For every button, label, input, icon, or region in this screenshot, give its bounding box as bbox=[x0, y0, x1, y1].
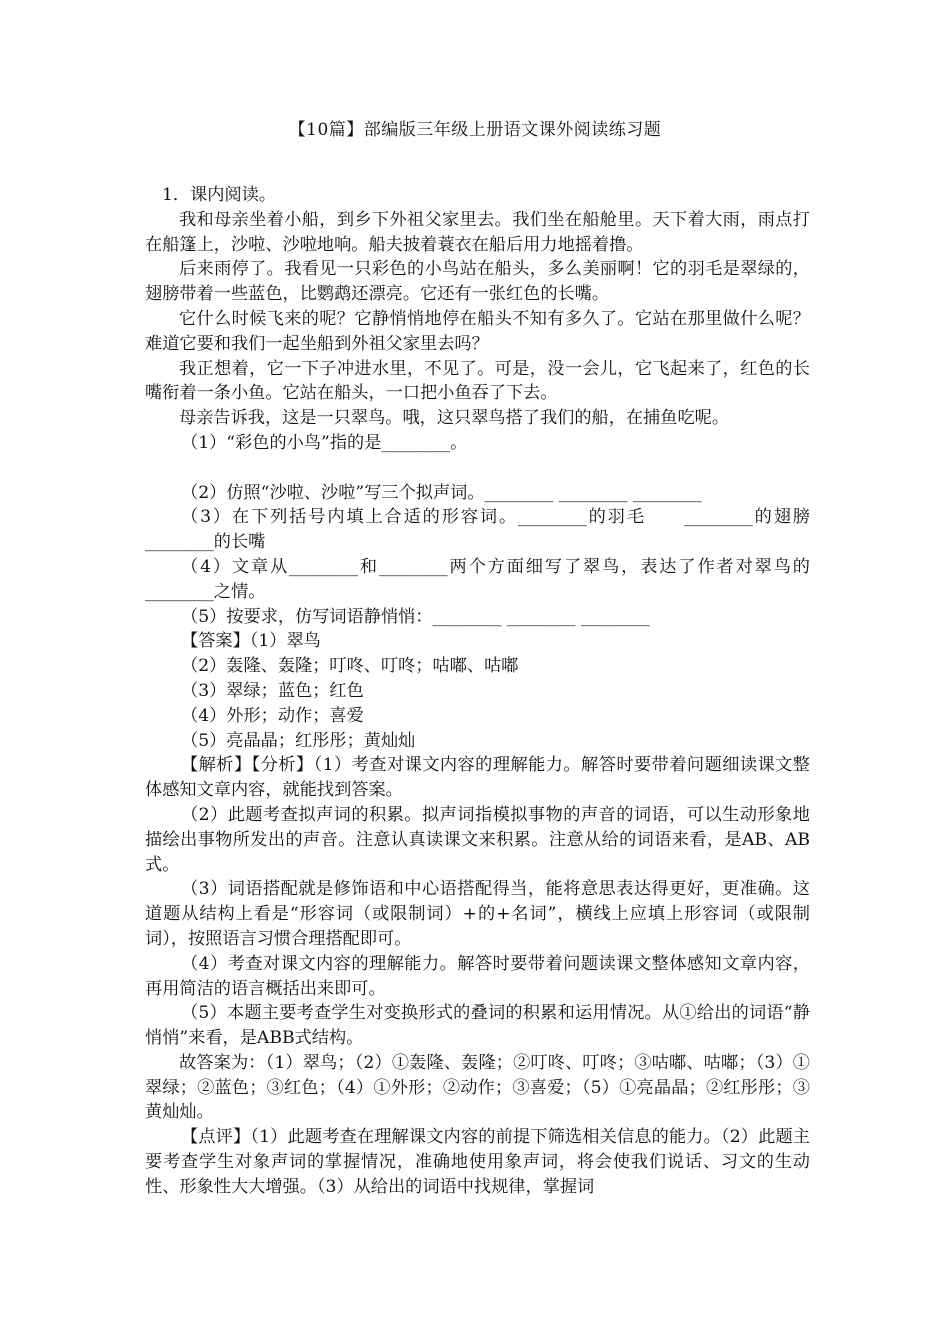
paragraph: （2）仿照“沙啦、沙啦”写三个拟声词。________ ________ ________ bbox=[181, 482, 702, 503]
paragraph: （2）轰隆、轰隆；叮咚、叮咚；咕嘟、咕嘟 bbox=[181, 656, 519, 677]
paragraph: 母亲告诉我，这是一只翠鸟。哦，这只翠鸟搭了我们的船，在捕鱼吃呢。 bbox=[179, 408, 730, 429]
paragraph: 【点评】（1）此题考查在理解课文内容的前提下筛选相关信息的能力。（2）此题主要考查学生对象声词的掌握情况，准确地使用象声词，将会使我们说话、习文的生动性、形象性大大增强。（3）从给出的词语中找规律，掌握词 bbox=[145, 1127, 810, 1197]
paragraph: （3）翠绿；蓝色；红色 bbox=[181, 680, 364, 701]
paragraph: （4）文章从________和________两个方面细写了翠鸟，表达了作者对翠鸟的________之情。 bbox=[145, 556, 810, 602]
paragraph: 1．课内阅读。 bbox=[162, 185, 277, 205]
paragraph: 后来雨停了。我看见一只彩色的小鸟站在船头，多么美丽啊！它的羽毛是翠绿的，翅膀带着一些蓝色，比鹦鹉还漂亮。它还有一张红色的长嘴。 bbox=[145, 259, 810, 305]
paragraph: 我正想着，它一下子冲进水里，不见了。可是，没一会儿，它飞起来了，红色的长嘴衔着一条小鱼。它站在船头，一口把小鱼吞了下去。 bbox=[145, 358, 810, 404]
paragraph: （5）按要求，仿写词语静悄悄：________ ________ ________ bbox=[181, 606, 650, 627]
paragraph: （5）本题主要考查学生对变换形式的叠词的积累和运用情况。从①给出的词语“静悄悄”来看，是ABB式结构。 bbox=[145, 1003, 810, 1049]
blank-line bbox=[145, 456, 810, 481]
paragraph: （3）在下列括号内填上合适的形容词。________的羽毛 ________的翅膀 ________的长嘴 bbox=[145, 507, 845, 553]
paragraph: （4）外形；动作；喜爱 bbox=[181, 705, 364, 726]
paragraph: 我和母亲坐着小船，到乡下外祖父家里去。我们坐在船舱里。天下着大雨，雨点打在船篷上，沙啦、沙啦地响。船夫披着蓑衣在船后用力地摇着撸。 bbox=[145, 209, 810, 255]
document-title: 【10篇】部编版三年级上册语文课外阅读练习题 bbox=[288, 120, 662, 140]
paragraph: 故答案为：（1）翠鸟；（2）①轰隆、轰隆；②叮咚、叮咚；③咕嘟、咕嘟；（3）①翠绿；②蓝色；③红色；（4）①外形；②动作；③喜爱；（5）①亮晶晶；②红彤彤；③黄灿灿。 bbox=[145, 1052, 810, 1123]
paragraph: （1）“彩色的小鸟”指的是________。 bbox=[181, 432, 468, 453]
paragraph: 【解析】【分析】（1）考查对课文内容的理解能力。解答时要带着问题细读课文整体感知文章内容，就能找到答案。 bbox=[145, 755, 810, 801]
paragraph: 它什么时候飞来的呢？它静悄悄地停在船头不知有多久了。它站在那里做什么呢？难道它要和我们一起坐船到外祖父家里去吗？ bbox=[145, 308, 810, 354]
paragraph: （2）此题考查拟声词的积累。拟声词指模拟事物的声音的词语，可以生动形象地描绘出事物所发出的声音。注意认真读课文来积累。注意从给的词语来看，是AB、AB式。 bbox=[145, 804, 810, 875]
paragraph: （3）词语搭配就是修饰语和中心语搭配得当，能将意思表达得更好，更准确。这道题从结构上看是“形容词（或限制词）+的+名词”，横线上应填上形容词（或限制词），按照语言习惯合理搭配即可。 bbox=[145, 879, 810, 949]
paragraph: （4）考查对课文内容的理解能力。解答时要带着问题读课文整体感知文章内容，再用简洁的语言概括出来即可。 bbox=[145, 953, 810, 999]
document-body bbox=[145, 183, 845, 1200]
paragraph: （5）亮晶晶；红彤彤；黄灿灿 bbox=[181, 730, 416, 751]
paragraph: 【答案】（1）翠鸟 bbox=[181, 631, 321, 652]
